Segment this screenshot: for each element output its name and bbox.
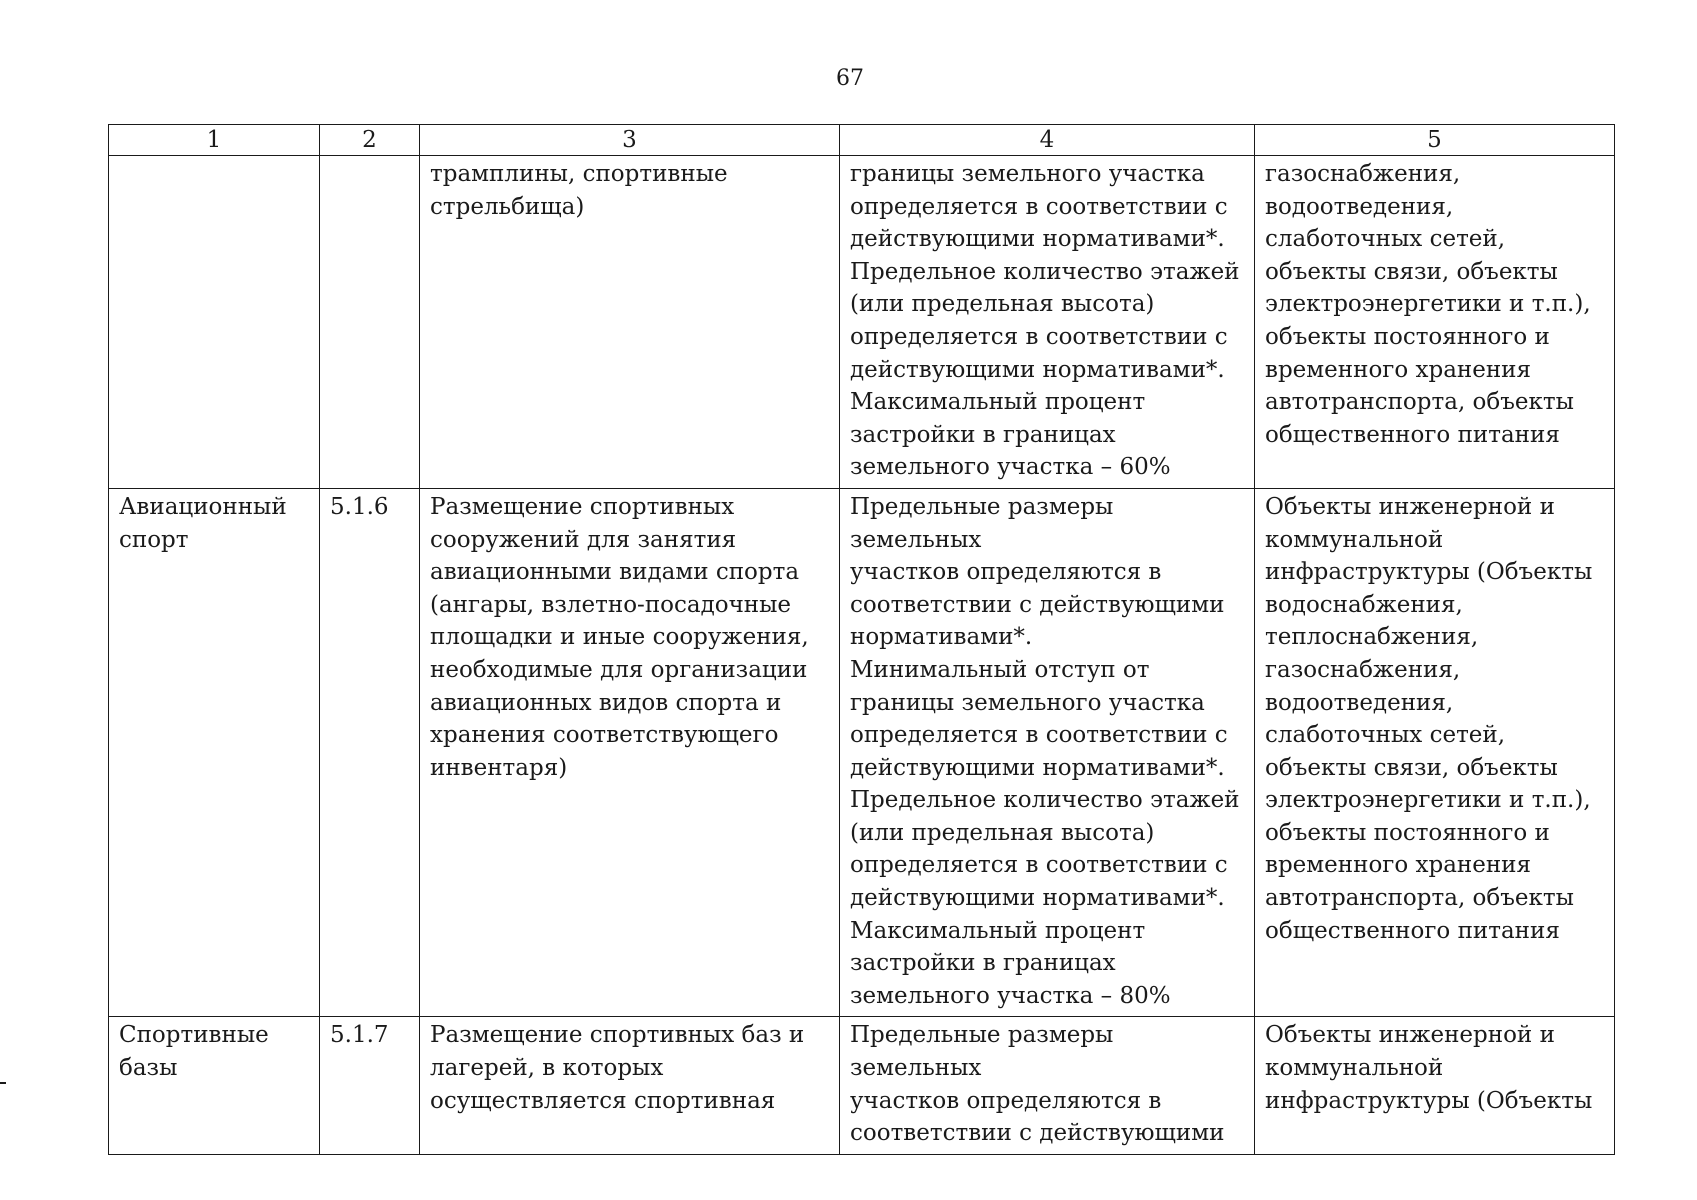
use-code-cell xyxy=(320,1017,420,1154)
parameters-text: Предельные размеры земельных участков определяются в соответствии с действующими xyxy=(850,1022,1225,1147)
use-name-cell xyxy=(109,1017,320,1154)
auxiliary-uses-text: Объекты инженерной и коммунальной инфраструктуры (Объекты xyxy=(1265,1022,1593,1114)
page-number: 67 xyxy=(836,66,864,91)
description-text: Размещение спортивных сооружений для занятия авиационными видами спорта (ангары, взлетно-посадочные площадки и иные сооружения, необходимые для организации авиационных видов спорта и хранения соответствующего инвентаря) xyxy=(430,493,809,781)
table-header-row xyxy=(109,125,1615,156)
column-header-2: 2 xyxy=(320,125,420,156)
column-header-1: 1 xyxy=(109,125,320,156)
parameters-text: Предельные размеры земельных участков определяются в соответствии с действующими нормативами*. Минимальный отступ от границы земельного участка определяется в соответствии с действующими нормативами*. Предельное количество этажей (или предельная высота) определяется в соответствии с действующими нормативами*. Максимальный процент застройки в границах земельного участка – 80% xyxy=(850,493,1240,1009)
table-row xyxy=(109,156,1615,489)
auxiliary-uses-text: Объекты инженерной и коммунальной инфраструктуры (Объекты водоснабжения, теплоснабжения, газоснабжения, водоотведения, слаботочных сетей, объекты связи, объекты электроэнергетики и т.п.), объекты постоянного и временного хранения автотранспорта, объекты общественного питания xyxy=(1265,493,1593,944)
auxiliary-uses-cell xyxy=(1255,156,1615,489)
use-name-text: Авиационный спорт xyxy=(119,493,287,553)
auxiliary-uses-cell xyxy=(1255,1017,1615,1154)
description-cell xyxy=(420,488,840,1017)
column-header-3: 3 xyxy=(420,125,840,156)
parameters-cell xyxy=(840,1017,1255,1154)
description-cell xyxy=(420,1017,840,1154)
use-code-text: 5.1.7 xyxy=(330,1022,389,1049)
scan-edge-mark xyxy=(0,1082,6,1084)
column-header-4: 4 xyxy=(840,125,1255,156)
description-text: Размещение спортивных баз и лагерей, в которых осуществляется спортивная xyxy=(430,1022,805,1114)
use-code-cell xyxy=(320,488,420,1017)
parameters-text: границы земельного участка определяется в соответствии с действующими нормативами*. Предельное количество этажей (или предельная высота) определяется в соответствии с действующими нормативами*. Максимальный процент застройки в границах земельного участка – 60% xyxy=(850,161,1240,481)
column-header-5: 5 xyxy=(1255,125,1615,156)
use-name-cell xyxy=(109,156,320,489)
regulations-table xyxy=(108,124,1615,1155)
table-row xyxy=(109,488,1615,1017)
use-code-cell xyxy=(320,156,420,489)
table-row xyxy=(109,1017,1615,1154)
parameters-cell xyxy=(840,488,1255,1017)
description-text: трамплины, спортивные стрельбища) xyxy=(430,161,728,220)
use-name-cell xyxy=(109,488,320,1017)
use-name-text: Спортивные базы xyxy=(119,1022,269,1082)
parameters-cell xyxy=(840,156,1255,489)
use-code-text: 5.1.6 xyxy=(330,493,389,520)
auxiliary-uses-text: газоснабжения, водоотведения, слаботочных сетей, объекты связи, объекты электроэнергетики и т.п.), объекты постоянного и временного хранения автотранспорта, объекты общественного питания xyxy=(1265,161,1591,448)
auxiliary-uses-cell xyxy=(1255,488,1615,1017)
description-cell xyxy=(420,156,840,489)
